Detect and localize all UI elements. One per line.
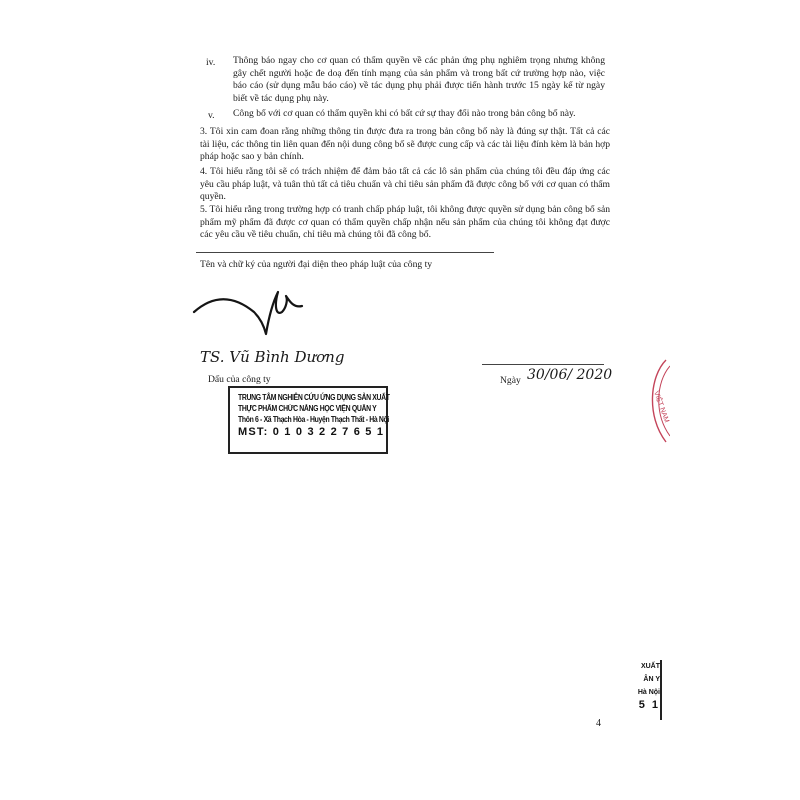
item-iv-text: Thông báo ngay cho cơ quan có thẩm quyền về các phản ứng phụ nghiêm trọng nhưng không gây chết người hoặc đe doạ đến tính mạng của sản phẩm và trong bất cứ trường hợp nào, việc báo cáo (sử dụng mẫu báo cáo) về tác dụng phụ phải được tiến hành trước 15 ngày kể từ ngày biết về tác dụng phụ này. [233, 55, 605, 104]
signature-label: Tên và chữ ký của người đại diện theo pháp luật của công ty [200, 259, 433, 270]
stamp-line-1: TRUNG TÂM NGHIÊN CỨU ỨNG DỤNG SẢN XUẤT [238, 393, 390, 402]
cropped-stamp-line-4: 5 1 [638, 699, 660, 711]
red-seal [640, 356, 670, 446]
signer-name: TS. Vũ Bình Dương [200, 348, 345, 366]
date-value: 30/06/ 2020 [527, 367, 613, 383]
paragraph-3: 3. Tôi xin cam đoan rằng những thông tin được đưa ra trong bản công bố này là đúng sự thật. Tất cả các tài liệu, các thông tin liên quan đến nội dung công bố sẽ được cung cấp và các tài liệu đính kèm là bản hợp pháp hoặc sao y bản chính. [200, 126, 610, 163]
item-v-marker: v. [208, 110, 215, 121]
cropped-stamp-line-2: ÂN Y [643, 676, 660, 683]
paragraph-5: 5. Tôi hiểu rằng trong trường hợp có tranh chấp pháp luật, tôi không được quyền sử dụng bản công bố sản phẩm mỹ phẩm đã được cơ quan có thẩm quyền chấp nhận nếu sản phẩm của chúng tôi không đạt được các yêu cầu về tiêu chuẩn, chỉ tiêu mà chúng tôi đã công bố. [200, 204, 610, 241]
cropped-stamp-line-3: Hà Nội [637, 689, 660, 696]
stamp-line-2: THỰC PHẨM CHỨC NĂNG HỌC VIỆN QUÂN Y [238, 404, 377, 413]
stamp-tax-code: MST: 0 1 0 3 2 2 7 6 5 1 [238, 426, 385, 438]
date-signature-line [482, 364, 604, 365]
date-prefix: Ngày [500, 375, 521, 386]
stamp-line-3: Thôn 6 - Xã Thạch Hòa - Huyện Thạch Thất - Hà Nội [238, 415, 389, 424]
red-seal-text: VIỆT NAM [652, 390, 670, 424]
item-v-text: Công bố với cơ quan có thẩm quyền khi có bất cứ sự thay đổi nào trong bản công bố này. [233, 108, 576, 119]
company-seal-label: Dấu của công ty [208, 374, 271, 385]
handwritten-signature [190, 282, 320, 342]
paragraph-4: 4. Tôi hiểu rằng tôi sẽ có trách nhiệm để đảm bảo tất cả các lô sản phẩm của chúng tôi đều đáp ứng các yêu cầu pháp luật, và tuân thủ tất cả tiêu chuẩn và chỉ tiêu sản phẩm đã được công bố với cơ quan có thẩm quyền. [200, 166, 610, 203]
item-iv-marker: iv. [206, 57, 216, 68]
cropped-stamp-fragment [636, 660, 662, 720]
page-number: 4 [596, 718, 601, 729]
separator-line [196, 252, 494, 253]
cropped-stamp-line-1: XUẤT [640, 663, 660, 670]
company-stamp [228, 386, 388, 454]
